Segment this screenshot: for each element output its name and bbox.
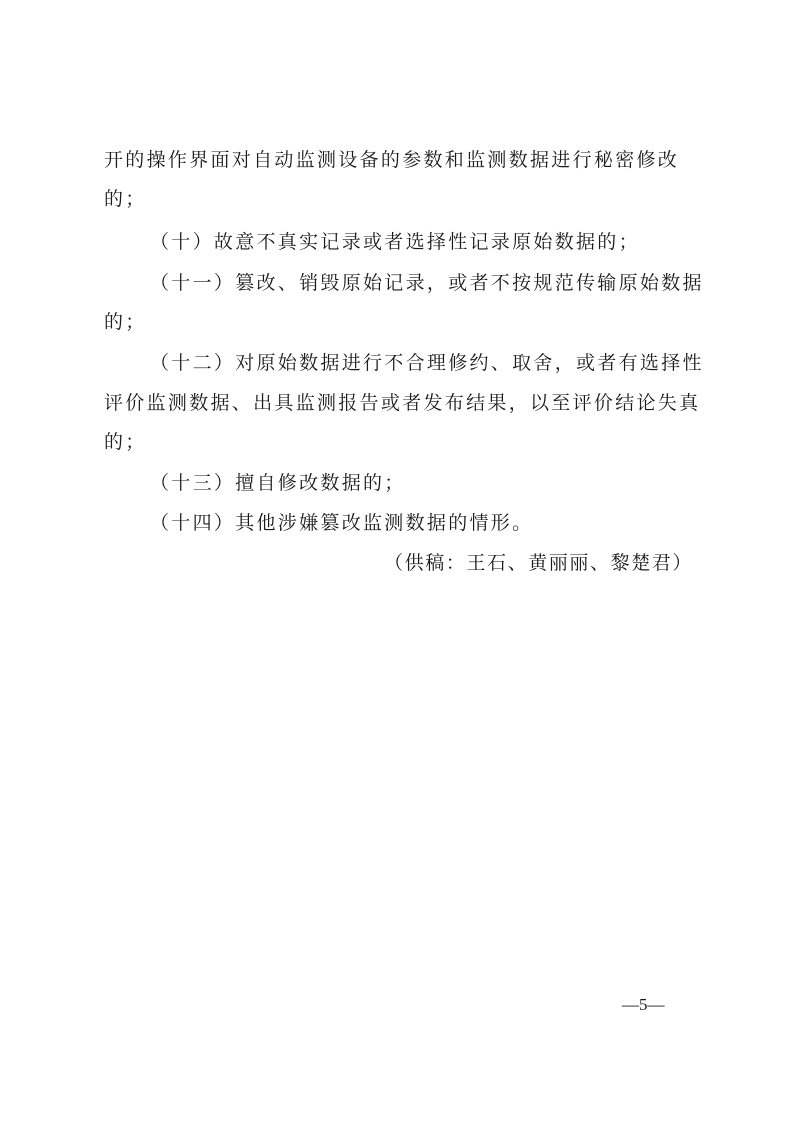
list-item-14: （十四）其他涉嫌篡改监测数据的情形。: [150, 512, 534, 534]
list-item-12: （十二）对原始数据进行不合理修约、取舍，或者有选择性: [150, 352, 704, 374]
contributors-credit: （供稿：王石、黄丽丽、黎楚君）: [384, 552, 694, 574]
list-item-11: （十一）篡改、销毁原始记录，或者不按规范传输原始数据: [150, 272, 704, 294]
list-item-12-continuation-1: 评价监测数据、出具监测报告或者发布结果，以至评价结论失真: [104, 392, 701, 414]
body-line-2: 的；: [104, 188, 147, 210]
body-line-1: 开的操作界面对自动监测设备的参数和监测数据进行秘密修改: [104, 149, 680, 171]
list-item-10: （十）故意不真实记录或者选择性记录原始数据的；: [150, 231, 640, 253]
list-item-11-continuation: 的；: [104, 311, 147, 333]
list-item-12-continuation-2: 的；: [104, 431, 147, 453]
list-item-13: （十三）擅自修改数据的；: [150, 472, 406, 494]
page-number: —5—: [622, 995, 665, 1014]
